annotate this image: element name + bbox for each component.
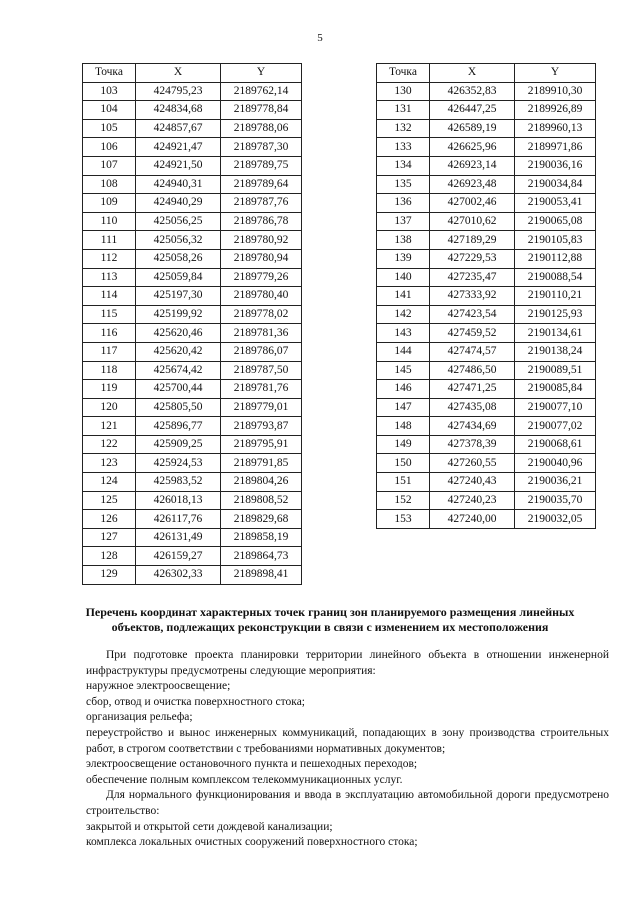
table-row xyxy=(83,119,302,138)
table-row xyxy=(377,305,596,324)
table-body-right xyxy=(377,82,596,528)
cell-point: 127 xyxy=(83,528,136,547)
cell-point: 112 xyxy=(83,249,136,268)
cell-y: 2190088,54 xyxy=(515,268,596,287)
table-row xyxy=(83,175,302,194)
cell-y: 2189780,92 xyxy=(221,231,302,250)
table-row xyxy=(377,231,596,250)
cell-point: 103 xyxy=(83,82,136,101)
cell-x: 427260,55 xyxy=(430,454,515,473)
cell-x: 426923,48 xyxy=(430,175,515,194)
cell-point: 145 xyxy=(377,361,430,380)
cell-x: 425805,50 xyxy=(136,398,221,417)
cell-y: 2190110,21 xyxy=(515,287,596,306)
cell-x: 425620,46 xyxy=(136,324,221,343)
cell-x: 426352,83 xyxy=(430,82,515,101)
table-row xyxy=(377,82,596,101)
cell-x: 425924,53 xyxy=(136,454,221,473)
cell-point: 129 xyxy=(83,566,136,585)
cell-x: 427333,92 xyxy=(430,287,515,306)
table-row xyxy=(377,510,596,529)
cell-x: 426923,14 xyxy=(430,156,515,175)
cell-y: 2189781,76 xyxy=(221,380,302,399)
cell-point: 124 xyxy=(83,473,136,492)
cell-point: 115 xyxy=(83,305,136,324)
cell-y: 2189793,87 xyxy=(221,417,302,436)
cell-x: 427435,08 xyxy=(430,398,515,417)
paragraph: закрытой и открытой сети дождевой канализации; xyxy=(86,820,333,833)
paragraph: переустройство и вынос инженерных коммуникаций, попадающих в зону производства строительных работ, в строгом соответствии с требованиями нормативных документов; xyxy=(86,726,609,755)
table-row xyxy=(377,473,596,492)
cell-y: 2190068,61 xyxy=(515,435,596,454)
table-row xyxy=(377,175,596,194)
cell-x: 426302,33 xyxy=(136,566,221,585)
cell-y: 2190034,84 xyxy=(515,175,596,194)
coordinates-table-right xyxy=(376,63,596,529)
cell-x: 427240,43 xyxy=(430,473,515,492)
cell-y: 2190036,21 xyxy=(515,473,596,492)
cell-point: 117 xyxy=(83,342,136,361)
table-row xyxy=(377,156,596,175)
table-row xyxy=(83,435,302,454)
coordinates-table-left xyxy=(82,63,302,585)
cell-point: 138 xyxy=(377,231,430,250)
cell-x: 427002,46 xyxy=(430,194,515,213)
table-row xyxy=(83,138,302,157)
cell-y: 2189804,26 xyxy=(221,473,302,492)
table-row xyxy=(83,547,302,566)
cell-point: 133 xyxy=(377,138,430,157)
cell-x: 425059,84 xyxy=(136,268,221,287)
cell-point: 139 xyxy=(377,249,430,268)
column-header-point: Точка xyxy=(377,64,430,83)
cell-point: 108 xyxy=(83,175,136,194)
table-row xyxy=(83,324,302,343)
cell-y: 2190112,88 xyxy=(515,249,596,268)
table-row xyxy=(377,268,596,287)
cell-x: 425199,92 xyxy=(136,305,221,324)
cell-point: 120 xyxy=(83,398,136,417)
table-row xyxy=(83,473,302,492)
cell-point: 152 xyxy=(377,491,430,510)
cell-point: 110 xyxy=(83,212,136,231)
table-row xyxy=(377,454,596,473)
paragraph: При подготовке проекта планировки территории линейного объекта в отношении инженерной инфраструктуры предусмотрены следующие мероприятия: xyxy=(86,649,609,677)
table-row xyxy=(377,194,596,213)
cell-x: 425620,42 xyxy=(136,342,221,361)
cell-point: 147 xyxy=(377,398,430,417)
cell-x: 427434,69 xyxy=(430,417,515,436)
cell-y: 2189795,91 xyxy=(221,435,302,454)
cell-y: 2189910,30 xyxy=(515,82,596,101)
cell-y: 2190077,02 xyxy=(515,417,596,436)
cell-x: 426018,13 xyxy=(136,491,221,510)
cell-y: 2189960,13 xyxy=(515,119,596,138)
table-row xyxy=(377,212,596,231)
table-row xyxy=(83,380,302,399)
cell-x: 424940,29 xyxy=(136,194,221,213)
table-row xyxy=(377,417,596,436)
table-row xyxy=(377,287,596,306)
cell-point: 137 xyxy=(377,212,430,231)
cell-y: 2189858,19 xyxy=(221,528,302,547)
table-row xyxy=(83,231,302,250)
cell-y: 2189791,85 xyxy=(221,454,302,473)
cell-x: 427471,25 xyxy=(430,380,515,399)
paragraph: обеспечение полным комплексом телекоммуникационных услуг. xyxy=(86,773,403,786)
cell-point: 135 xyxy=(377,175,430,194)
cell-point: 116 xyxy=(83,324,136,343)
cell-point: 111 xyxy=(83,231,136,250)
table-row xyxy=(377,361,596,380)
section-heading: Перечень координат характерных точек границ зон планируемого размещения линейных объектов, подлежащих реконструкции в связи с изменением их местоположения xyxy=(85,605,575,634)
table-row xyxy=(83,398,302,417)
cell-y: 2190089,51 xyxy=(515,361,596,380)
cell-y: 2189778,84 xyxy=(221,101,302,120)
cell-point: 107 xyxy=(83,156,136,175)
cell-point: 121 xyxy=(83,417,136,436)
cell-y: 2189971,86 xyxy=(515,138,596,157)
cell-y: 2189898,41 xyxy=(221,566,302,585)
cell-point: 119 xyxy=(83,380,136,399)
table-row xyxy=(377,138,596,157)
table-row xyxy=(83,510,302,529)
cell-point: 125 xyxy=(83,491,136,510)
cell-y: 2190036,16 xyxy=(515,156,596,175)
cell-y: 2190134,61 xyxy=(515,324,596,343)
cell-point: 109 xyxy=(83,194,136,213)
cell-y: 2189780,40 xyxy=(221,287,302,306)
paragraph: Для нормального функционирования и ввода в эксплуатацию автомобильной дороги предусмотрено строительство: xyxy=(86,789,609,817)
cell-x: 426131,49 xyxy=(136,528,221,547)
table-row xyxy=(377,342,596,361)
cell-x: 425700,44 xyxy=(136,380,221,399)
table-row xyxy=(83,305,302,324)
cell-point: 128 xyxy=(83,547,136,566)
cell-point: 150 xyxy=(377,454,430,473)
table-row xyxy=(83,566,302,585)
cell-y: 2190032,05 xyxy=(515,510,596,529)
cell-x: 426117,76 xyxy=(136,510,221,529)
cell-x: 426159,27 xyxy=(136,547,221,566)
table-row xyxy=(377,119,596,138)
cell-y: 2189864,73 xyxy=(221,547,302,566)
paragraph: организация рельефа; xyxy=(86,711,193,724)
cell-point: 148 xyxy=(377,417,430,436)
cell-point: 143 xyxy=(377,324,430,343)
cell-y: 2190138,24 xyxy=(515,342,596,361)
cell-x: 427474,57 xyxy=(430,342,515,361)
cell-point: 136 xyxy=(377,194,430,213)
column-header-y: Y xyxy=(515,64,596,83)
cell-x: 425674,42 xyxy=(136,361,221,380)
body-text xyxy=(86,648,609,851)
cell-point: 146 xyxy=(377,380,430,399)
table-row xyxy=(83,454,302,473)
cell-y: 2189789,64 xyxy=(221,175,302,194)
table-header-row xyxy=(377,64,596,83)
paragraph: наружное электроосвещение; xyxy=(86,680,231,693)
cell-point: 134 xyxy=(377,156,430,175)
paragraph: сбор, отвод и очистка поверхностного стока; xyxy=(86,695,305,708)
cell-point: 114 xyxy=(83,287,136,306)
cell-x: 427240,23 xyxy=(430,491,515,510)
table-row xyxy=(83,361,302,380)
table-row xyxy=(377,398,596,417)
table-row xyxy=(377,491,596,510)
cell-point: 142 xyxy=(377,305,430,324)
cell-point: 144 xyxy=(377,342,430,361)
cell-x: 425983,52 xyxy=(136,473,221,492)
table-row xyxy=(83,342,302,361)
cell-x: 425056,32 xyxy=(136,231,221,250)
cell-x: 427240,00 xyxy=(430,510,515,529)
cell-point: 141 xyxy=(377,287,430,306)
cell-y: 2189787,76 xyxy=(221,194,302,213)
cell-x: 424921,50 xyxy=(136,156,221,175)
cell-x: 424921,47 xyxy=(136,138,221,157)
table-row xyxy=(83,101,302,120)
table-row xyxy=(377,249,596,268)
cell-y: 2189762,14 xyxy=(221,82,302,101)
cell-x: 424795,23 xyxy=(136,82,221,101)
table-row xyxy=(377,324,596,343)
cell-x: 427189,29 xyxy=(430,231,515,250)
cell-point: 106 xyxy=(83,138,136,157)
cell-x: 427229,53 xyxy=(430,249,515,268)
cell-point: 130 xyxy=(377,82,430,101)
cell-y: 2190077,10 xyxy=(515,398,596,417)
cell-x: 425197,30 xyxy=(136,287,221,306)
cell-y: 2189829,68 xyxy=(221,510,302,529)
cell-x: 427378,39 xyxy=(430,435,515,454)
page-number: 5 xyxy=(317,32,323,44)
cell-x: 427459,52 xyxy=(430,324,515,343)
table-row xyxy=(83,287,302,306)
table-row xyxy=(83,212,302,231)
cell-point: 140 xyxy=(377,268,430,287)
table-row xyxy=(83,528,302,547)
paragraph: комплекса локальных очистных сооружений поверхностного стока; xyxy=(86,836,418,849)
cell-x: 425909,25 xyxy=(136,435,221,454)
table-row xyxy=(377,380,596,399)
table-row xyxy=(377,435,596,454)
cell-y: 2189781,36 xyxy=(221,324,302,343)
column-header-point: Точка xyxy=(83,64,136,83)
cell-x: 424834,68 xyxy=(136,101,221,120)
cell-y: 2189779,26 xyxy=(221,268,302,287)
cell-point: 123 xyxy=(83,454,136,473)
table-row xyxy=(83,249,302,268)
cell-x: 427486,50 xyxy=(430,361,515,380)
cell-y: 2190035,70 xyxy=(515,491,596,510)
cell-point: 118 xyxy=(83,361,136,380)
cell-x: 427235,47 xyxy=(430,268,515,287)
cell-y: 2190053,41 xyxy=(515,194,596,213)
cell-x: 427423,54 xyxy=(430,305,515,324)
cell-x: 427010,62 xyxy=(430,212,515,231)
table-row xyxy=(83,82,302,101)
cell-x: 424940,31 xyxy=(136,175,221,194)
cell-y: 2189808,52 xyxy=(221,491,302,510)
cell-point: 122 xyxy=(83,435,136,454)
cell-x: 425058,26 xyxy=(136,249,221,268)
cell-x: 425056,25 xyxy=(136,212,221,231)
column-header-y: Y xyxy=(221,64,302,83)
table-header-row xyxy=(83,64,302,83)
table-row xyxy=(83,156,302,175)
cell-y: 2189787,30 xyxy=(221,138,302,157)
cell-y: 2189778,02 xyxy=(221,305,302,324)
cell-y: 2189779,01 xyxy=(221,398,302,417)
table-body-left xyxy=(83,82,302,584)
cell-point: 131 xyxy=(377,101,430,120)
cell-y: 2190065,08 xyxy=(515,212,596,231)
cell-point: 104 xyxy=(83,101,136,120)
cell-point: 151 xyxy=(377,473,430,492)
cell-y: 2189789,75 xyxy=(221,156,302,175)
cell-y: 2190125,93 xyxy=(515,305,596,324)
cell-point: 132 xyxy=(377,119,430,138)
cell-y: 2189780,94 xyxy=(221,249,302,268)
paragraph: электроосвещение остановочного пункта и пешеходных переходов; xyxy=(86,758,418,771)
cell-y: 2190105,83 xyxy=(515,231,596,250)
cell-y: 2189788,06 xyxy=(221,119,302,138)
cell-y: 2190040,96 xyxy=(515,454,596,473)
cell-point: 113 xyxy=(83,268,136,287)
cell-x: 426625,96 xyxy=(430,138,515,157)
cell-y: 2189786,78 xyxy=(221,212,302,231)
cell-x: 426589,19 xyxy=(430,119,515,138)
cell-x: 424857,67 xyxy=(136,119,221,138)
cell-y: 2190085,84 xyxy=(515,380,596,399)
table-row xyxy=(83,194,302,213)
cell-point: 149 xyxy=(377,435,430,454)
table-row xyxy=(83,268,302,287)
table-row xyxy=(377,101,596,120)
cell-y: 2189786,07 xyxy=(221,342,302,361)
cell-x: 425896,77 xyxy=(136,417,221,436)
cell-x: 426447,25 xyxy=(430,101,515,120)
table-row xyxy=(83,417,302,436)
cell-point: 105 xyxy=(83,119,136,138)
cell-y: 2189926,89 xyxy=(515,101,596,120)
cell-y: 2189787,50 xyxy=(221,361,302,380)
cell-point: 153 xyxy=(377,510,430,529)
column-header-x: X xyxy=(136,64,221,83)
cell-point: 126 xyxy=(83,510,136,529)
column-header-x: X xyxy=(430,64,515,83)
table-row xyxy=(83,491,302,510)
